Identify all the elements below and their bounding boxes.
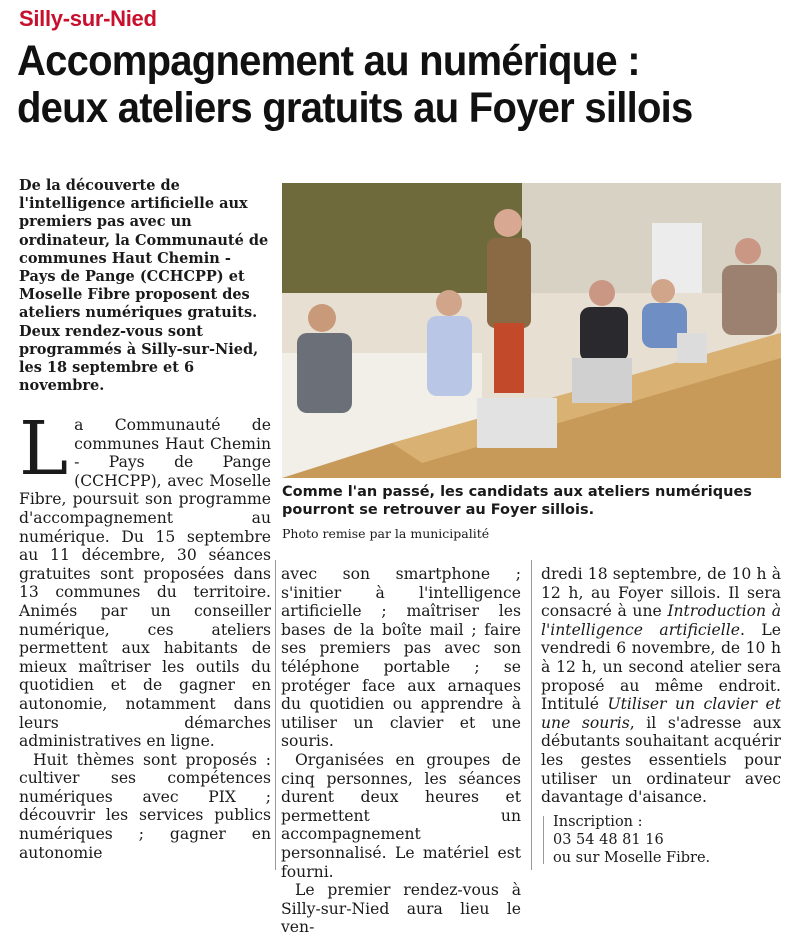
lead-paragraph: De la découverte de l'intelligence artificielle aux premiers pas avec un ordinateur, la Communauté de communes Haut Chemin - Pays de Pange (CCHCPP) et Moselle Fibre proposent des ateliers numériques gratuits. Deux rendez-vous sont programmés à Silly-sur-Nied, les 18 septembre et 6 novembre. (19, 177, 269, 395)
column-2 (281, 565, 521, 937)
inscription-phone: 03 54 48 81 16 (553, 831, 664, 848)
column-divider (275, 560, 276, 870)
body-paragraph: Huit thèmes sont proposés : cultiver ses compétences numériques avec PIX ; découvrir les services publics numériques ; gagner en autonomie (19, 750, 271, 862)
inscription-web: ou sur Moselle Fibre. (553, 849, 711, 866)
body-paragraph: Le premier rendez-vous à Silly-sur-Nied aura lieu le ven- (281, 881, 521, 937)
headline: Accompagnement au numérique : deux ateliers gratuits au Foyer sillois (17, 37, 693, 132)
inscription-label: Inscription : (553, 813, 643, 830)
photo-credit: Photo remise par la municipalité (282, 526, 490, 541)
column-3 (541, 565, 781, 867)
body-paragraph: dredi 18 septembre, de 10 h à 12 h, au Foyer sillois. Il sera consacré à une Introduction à l'intelligence artificielle. Le vendredi 6 novembre, de 10 h à 12 h, un second atelier sera proposé au même endroit. Intitulé Utiliser un clavier et une souris, il s'adresse aux débutants souhaitant acquérir les gestes essentiels pour utiliser un ordinateur avec davantage d'aisance. (541, 565, 782, 807)
photo (282, 183, 781, 478)
drop-cap: L (19, 406, 69, 492)
workshop-title: Utiliser un clavier et une souris (541, 695, 781, 732)
inscription-box (541, 813, 781, 867)
column-1 (19, 406, 271, 862)
kicker: Silly-sur-Nied (19, 6, 157, 31)
photo-caption: Comme l'an passé, les candidats aux ateliers numériques pourront se retrouver au Foyer sillois. (282, 484, 752, 518)
body-paragraph: a Communauté de communes Haut Chemin - Pays de Pange (CCHCPP), avec Moselle Fibre, poursuit son programme d'accompagnement au numérique. Du 15 septembre au 11 décembre, 30 séances gratuites sont proposées dans 13 communes du territoire. Animés par un conseiller numérique, ces ateliers permettent aux habitants de mieux maîtriser les outils du quotidien et de gagner en autonomie, notamment dans leurs démarches administratives en ligne. (19, 416, 271, 751)
body-paragraph: avec son smartphone ; s'initier à l'intelligence artificielle ; maîtriser les bases de la boîte mail ; faire ses premiers pas avec son téléphone portable ; se protéger face aux arnaques du quotidien ou apprendre à utiliser un clavier et une souris. (281, 565, 521, 751)
workshop-title: Introduction à l'intelligence artificielle (541, 602, 781, 639)
body-paragraph: Organisées en groupes de cinq personnes, les séances durent deux heures et permettent un accompagnement personnalisé. Le matériel est fourni. (281, 750, 521, 881)
column-divider (531, 560, 532, 870)
